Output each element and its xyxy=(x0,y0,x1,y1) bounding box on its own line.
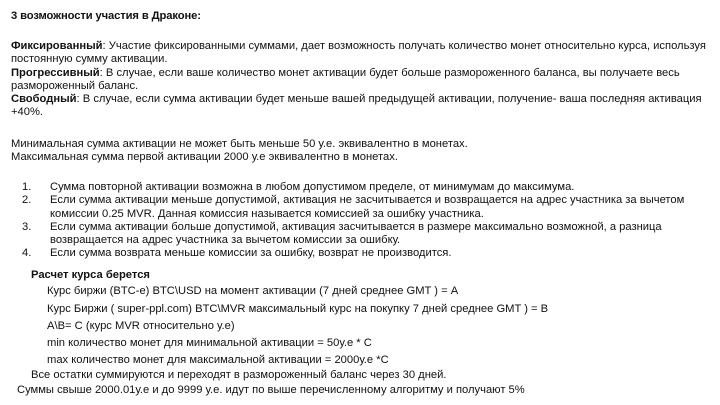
rule-number: 2. xyxy=(22,194,32,207)
mode-progressive xyxy=(11,67,711,94)
mode-description: : В случае, если сумма активации будет меньше вашей предыдущей активации, получение- ваша последняя активация +40%. xyxy=(11,93,702,119)
calc-line-rate-b: Курс Биржи ( super-ppl.com) BTC\MVR максимальный курс на покупку 7 дней среднее GMT ) = B xyxy=(47,303,549,315)
rule-number: 1. xyxy=(22,181,32,193)
limits-section xyxy=(11,138,711,165)
mode-term: Прогрессивный xyxy=(11,66,100,79)
mode-term: Свободный xyxy=(11,93,77,106)
mode-fixed xyxy=(11,40,711,67)
rule-item xyxy=(22,181,712,194)
rule-item xyxy=(22,221,712,248)
rule-text: Если сумма активации меньше допустимой, активация не засчитывается и возвращается на адрес участника за вычетом комиссии 0.25 MVR. Данная комиссия называется комиссией за ошибку участника. xyxy=(50,194,685,220)
calc-heading: Расчет курса берется xyxy=(31,269,150,281)
mode-term: Фиксированный xyxy=(11,40,103,52)
rule-number: 4. xyxy=(22,247,32,260)
calc-line-rate-c: A\B= C (курс MVR относительно у.е) xyxy=(47,320,235,332)
rule-item xyxy=(22,247,712,260)
rule-item xyxy=(22,194,712,221)
calc-line-rate-a: Курс биржи (BTC-e) BTC\USD на момент активации (7 дней среднее GMT ) = A xyxy=(47,285,459,297)
calc-line-min: min количество монет для минимальной активации = 50у.е * C xyxy=(47,337,372,349)
rule-text: Сумма повторной активации возможна в любом допустимом пределе, от минимумам до максимума. xyxy=(50,181,575,193)
mode-free xyxy=(11,93,711,120)
over-limit-note: Суммы свыше 2000.01у.е и до 9999 у.е. идут по выше перечисленному алгоритму и получают 5% xyxy=(17,384,525,396)
mode-description: : В случае, если ваше количество монет активации будет больше размороженного баланса, вы получаете весь размороженный баланс. xyxy=(11,66,680,92)
remainder-note: Все остатки суммируются и переходят в размороженный баланс через 30 дней. xyxy=(31,369,447,381)
mode-description: : Участие фиксированными суммами, дает возможность получать количество монет относительно курса, используя постоянную сумму активации. xyxy=(11,40,706,66)
modes-section xyxy=(11,40,711,120)
max-limit-text: Максимальная сумма первой активации 2000 у.е эквивалентно в монетах. xyxy=(11,151,398,164)
rule-number: 3. xyxy=(22,220,32,233)
min-limit-text: Минимальная сумма активации не может быть меньше 50 у.е. эквивалентно в монетах. xyxy=(11,138,468,150)
page-title: 3 возможности участия в Драконе: xyxy=(11,10,201,22)
rule-text: Если сумма активации больше допустимой, активация засчитывается в размере максимально возможной, а разница возвращается на адрес участника за вычетом комиссии за ошибку. xyxy=(50,220,662,247)
rule-text: Если сумма возврата меньше комиссии за ошибку, возврат не производится. xyxy=(50,247,452,260)
calc-line-max: max количество монет для максимальной активации = 2000у.е *C xyxy=(47,354,389,366)
rules-list xyxy=(22,181,712,261)
